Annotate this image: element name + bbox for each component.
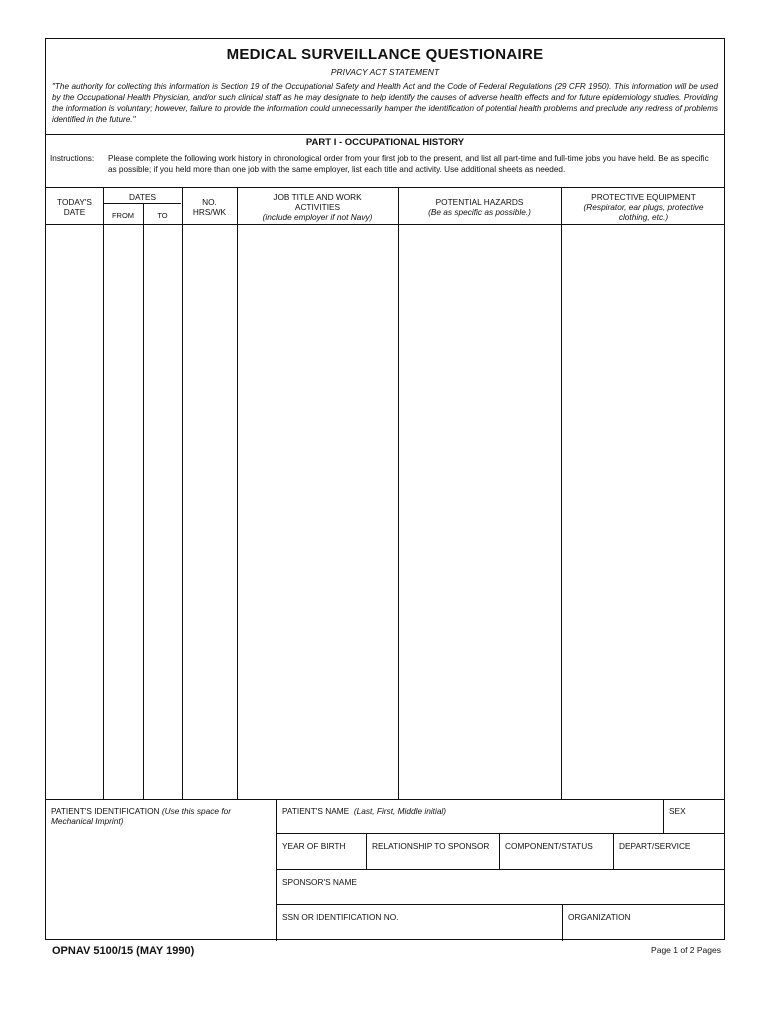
dates-header: DATES [128, 192, 157, 202]
hazards-header [398, 197, 561, 217]
job-title-header-line2: ACTIVITIES [294, 202, 341, 212]
ssn-label: SSN OR IDENTIFICATION NO. [282, 912, 399, 922]
todays-date-header-line1: TODAY'S [57, 197, 92, 207]
hazards-note: (Be as specific as possible.) [428, 207, 531, 217]
to-date-column-input[interactable] [144, 225, 182, 799]
sponsor-name-label: SPONSOR'S NAME [282, 877, 357, 887]
privacy-act-statement: "The authority for collecting this information is Section 19 of the Occupational Safety and Health Act and the Code of Federal Regulations (29 CFR 1950). This information will be used by the Occupational Health Physician, and/or such clinical staff as he may designate to help identify the causes of adverse health effects and for future epidemiology studies. Providing the information is voluntary; however, failure to provide the information could unnecessarily hamper the identification of potential health problems and preclude any redress of problems identified in the future." [52, 82, 718, 124]
patient-identification-label [51, 806, 271, 826]
sponsor-name-input[interactable] [277, 889, 724, 903]
job-title-header-line1: JOB TITLE AND WORK [273, 192, 362, 202]
page-indicator: Page 1 of 2 Pages [651, 945, 721, 955]
job-title-header [237, 192, 398, 222]
hazards-header-line1: POTENTIAL HAZARDS [435, 197, 524, 207]
component-status-input[interactable] [500, 853, 612, 868]
hours-header-line2: HRS/WK [192, 207, 227, 217]
patient-name-input[interactable] [277, 818, 662, 832]
patient-name-label [282, 806, 446, 816]
todays-date-column-input[interactable] [46, 225, 103, 799]
hours-header [182, 197, 237, 217]
job-title-column-input[interactable] [238, 225, 398, 799]
table-top-border [46, 187, 724, 188]
hours-column-input[interactable] [183, 225, 237, 799]
protective-equipment-column-input[interactable] [562, 225, 725, 799]
sex-label: SEX [669, 806, 686, 816]
protective-note-line1: (Respirator, ear plugs, protective [583, 202, 704, 212]
organization-input[interactable] [563, 924, 724, 939]
year-of-birth-label: YEAR OF BIRTH [282, 841, 346, 851]
part-heading: PART I - OCCUPATIONAL HISTORY [305, 137, 465, 148]
protective-note-line2: clothing, etc.) [618, 212, 669, 222]
divider [277, 833, 724, 834]
protective-header-line1: PROTECTIVE EQUIPMENT [591, 192, 696, 202]
instructions-label: Instructions: [50, 154, 95, 163]
form-number: OPNAV 5100/15 (MAY 1990) [52, 945, 195, 957]
patient-id-label-text: PATIENT'S IDENTIFICATION [51, 806, 160, 816]
patient-id-note2: Mechanical Imprint) [51, 816, 124, 826]
instructions-text: Please complete the following work history in chronological order from your first job to the present, and list all part-time and full-time jobs you have held. Be as specific as possible; if you held more than one job with the same employer, list each title and activity. Use additional sheets as needed. [108, 154, 709, 174]
protective-equipment-header [561, 192, 726, 222]
patient-name-note: (Last, First, Middle initial) [353, 806, 447, 816]
form-title: MEDICAL SURVEILLANCE QUESTIONAIRE [226, 46, 544, 63]
patient-section-border [46, 799, 724, 800]
depart-service-input[interactable] [614, 853, 724, 868]
patient-name-label-text: PATIENT'S NAME [282, 806, 350, 816]
component-status-label: COMPONENT/STATUS [505, 841, 593, 851]
relationship-input[interactable] [367, 853, 498, 868]
medical-surveillance-form [45, 38, 725, 940]
todays-date-header [46, 197, 103, 217]
from-header: FROM [111, 211, 135, 220]
ssn-input[interactable] [277, 924, 561, 939]
year-of-birth-input[interactable] [277, 853, 365, 868]
patient-id-note: (Use this space for [161, 806, 232, 816]
organization-label: ORGANIZATION [568, 912, 631, 922]
sex-input[interactable] [664, 818, 724, 832]
depart-service-label: DEPART/SERVICE [619, 841, 691, 851]
privacy-act-heading: PRIVACY ACT STATEMENT [330, 67, 440, 77]
to-header: TO [157, 211, 168, 220]
hours-header-line1: NO. [202, 197, 217, 207]
hazards-column-input[interactable] [399, 225, 561, 799]
divider [277, 869, 724, 870]
from-date-column-input[interactable] [104, 225, 143, 799]
todays-date-header-line2: DATE [63, 207, 86, 217]
patient-imprint-area[interactable] [46, 831, 275, 939]
divider [277, 904, 724, 905]
relationship-label: RELATIONSHIP TO SPONSOR [372, 841, 490, 851]
divider [46, 134, 724, 135]
job-title-note: (include employer if not Navy) [262, 212, 373, 222]
